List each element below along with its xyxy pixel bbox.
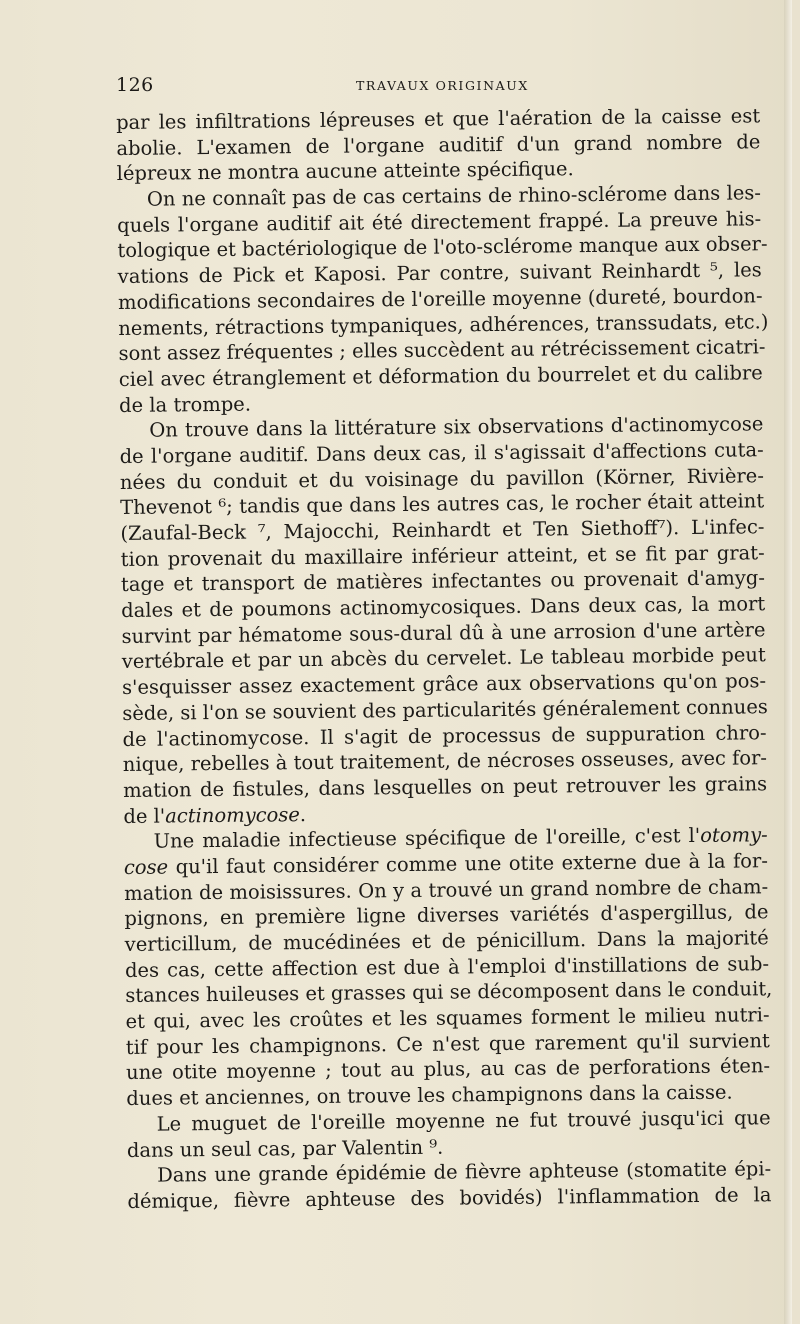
line-text: tage et transport de matières infectantes ou provenait d'amyg- [120,566,766,597]
line-text: nées du conduit et du voisinage du pavillon (Körner, Rivière- [119,463,764,494]
line-text: mation de moisissures. On y a trouvé un grand nombre de cham- [124,874,769,905]
line-text: sède, si l'on se souvient des particularités généralement connues [122,695,768,725]
line-text-after: qu'il faut considérer comme une otite externe due à la for- [168,849,769,879]
line-text: de l' [123,804,166,828]
running-head: TRAVAUX ORIGINAUX [356,78,529,93]
line-text: pignons, en première ligne diverses variétés d'aspergillus, de [124,900,769,931]
line-text: verticillum, de mucédinées et de pénicillum. Dans la majorité [124,926,769,956]
line-text: Thevenot ⁶; tandis que dans les autres cas, le rocher était atteint [120,489,765,520]
line-text: de l'organe auditif. Dans deux cas, il s'agissait d'affections cuta- [119,438,764,468]
line-text: quels l'organe auditif ait été directement frappé. La preuve his- [117,207,762,237]
line-text: nique, rebelles à tout traitement, de nécroses osseuses, avec for- [122,746,768,777]
line-text: tion provenait du maxillaire inférieur atteint, et se fit par grat- [120,540,765,571]
line-text: Une maladie infectieuse spécifique de l'oreille, c'est l' [153,824,701,853]
page-edge [784,0,792,1324]
line-text: par les infiltrations lépreuses et que l'aération de la caisse est [116,104,761,134]
line-text: tologique et bactériologique de l'oto-sclérome manque aux obser- [117,232,768,263]
line-text: tif pour les champignons. Ce n'est que rarement qu'il survient [125,1028,770,1059]
line-text: de la trompe. [118,392,252,417]
line-text: dans un seul cas, par Valentin ⁹. [126,1135,444,1162]
italic-term: otomy- [700,823,768,848]
line-text: Le muguet de l'oreille moyenne ne fut trouvé jusqu'ici que [156,1106,771,1136]
italic-term: cose [123,855,169,879]
line-text: de l'actinomycose. Il s'agit de processus de suppuration chro- [122,720,767,751]
body-text [116,103,772,1214]
italic-term: actinomycose [165,802,300,828]
line-text-after: . [299,802,307,826]
line-text: lépreux ne montra aucune atteinte spécifique. [116,157,574,186]
line-text: stances huileuses et grasses qui se décomposent dans le conduit, [125,977,773,1008]
line-text: vertébrale et par un abcès du cervelet. Le tableau morbide peut [121,643,766,674]
line-text: dues et anciennes, on trouve les champignons dans la caisse. [126,1080,733,1111]
line-text: vations de Pick et Kaposi. Par contre, suivant Reinhardt ⁵, les [117,258,762,289]
line-text: et qui, avec les croûtes et les squames forment le milieu nutri- [125,1003,770,1034]
line-text: Dans une grande épidémie de fièvre aphteuse (stomatite épi- [157,1157,772,1187]
line-text: abolie. L'examen de l'organe auditif d'un grand nombre de [116,129,761,160]
page-header [116,74,756,100]
line-text: ciel avec étranglement et déformation du bourrelet et du calibre [118,361,763,391]
line-text: des cas, cette affection est due à l'emploi d'instillations de sub- [124,951,770,982]
line-text: On ne connaît pas de cas certains de rhino-sclérome dans les- [146,181,762,211]
line-text: démique, fièvre aphteuse des bovidés) l'inflammation de la [127,1183,772,1213]
page-number: 126 [116,74,154,96]
line-text: (Zaufal-Beck ⁷, Majocchi, Reinhardt et Ten Siethoff⁷). L'infec- [120,515,765,545]
line-text: s'esquisser assez exactement grâce aux observations qu'on pos- [121,669,767,700]
line-text: nements, rétractions tympaniques, adhérences, transsudats, etc.) [118,309,769,340]
line-text: une otite moyenne ; tout au plus, au cas de perforations éten- [125,1054,771,1085]
line-text: On trouve dans la littérature six observations d'actinomycose [149,412,764,442]
line-text: sont assez fréquentes ; elles succèdent au rétrécissement cicatri- [118,335,766,366]
text-line [127,1182,771,1214]
line-text: mation de fistules, dans lesquelles on peut retrouver les grains [123,772,768,802]
line-text: survint par hématome sous-dural dû à une arrosion d'une artère [121,617,766,648]
line-text: dales et de poumons actinomycosiques. Dans deux cas, la mort [121,592,766,623]
line-text: modifications secondaires de l'oreille moyenne (dureté, bourdon- [117,284,763,314]
